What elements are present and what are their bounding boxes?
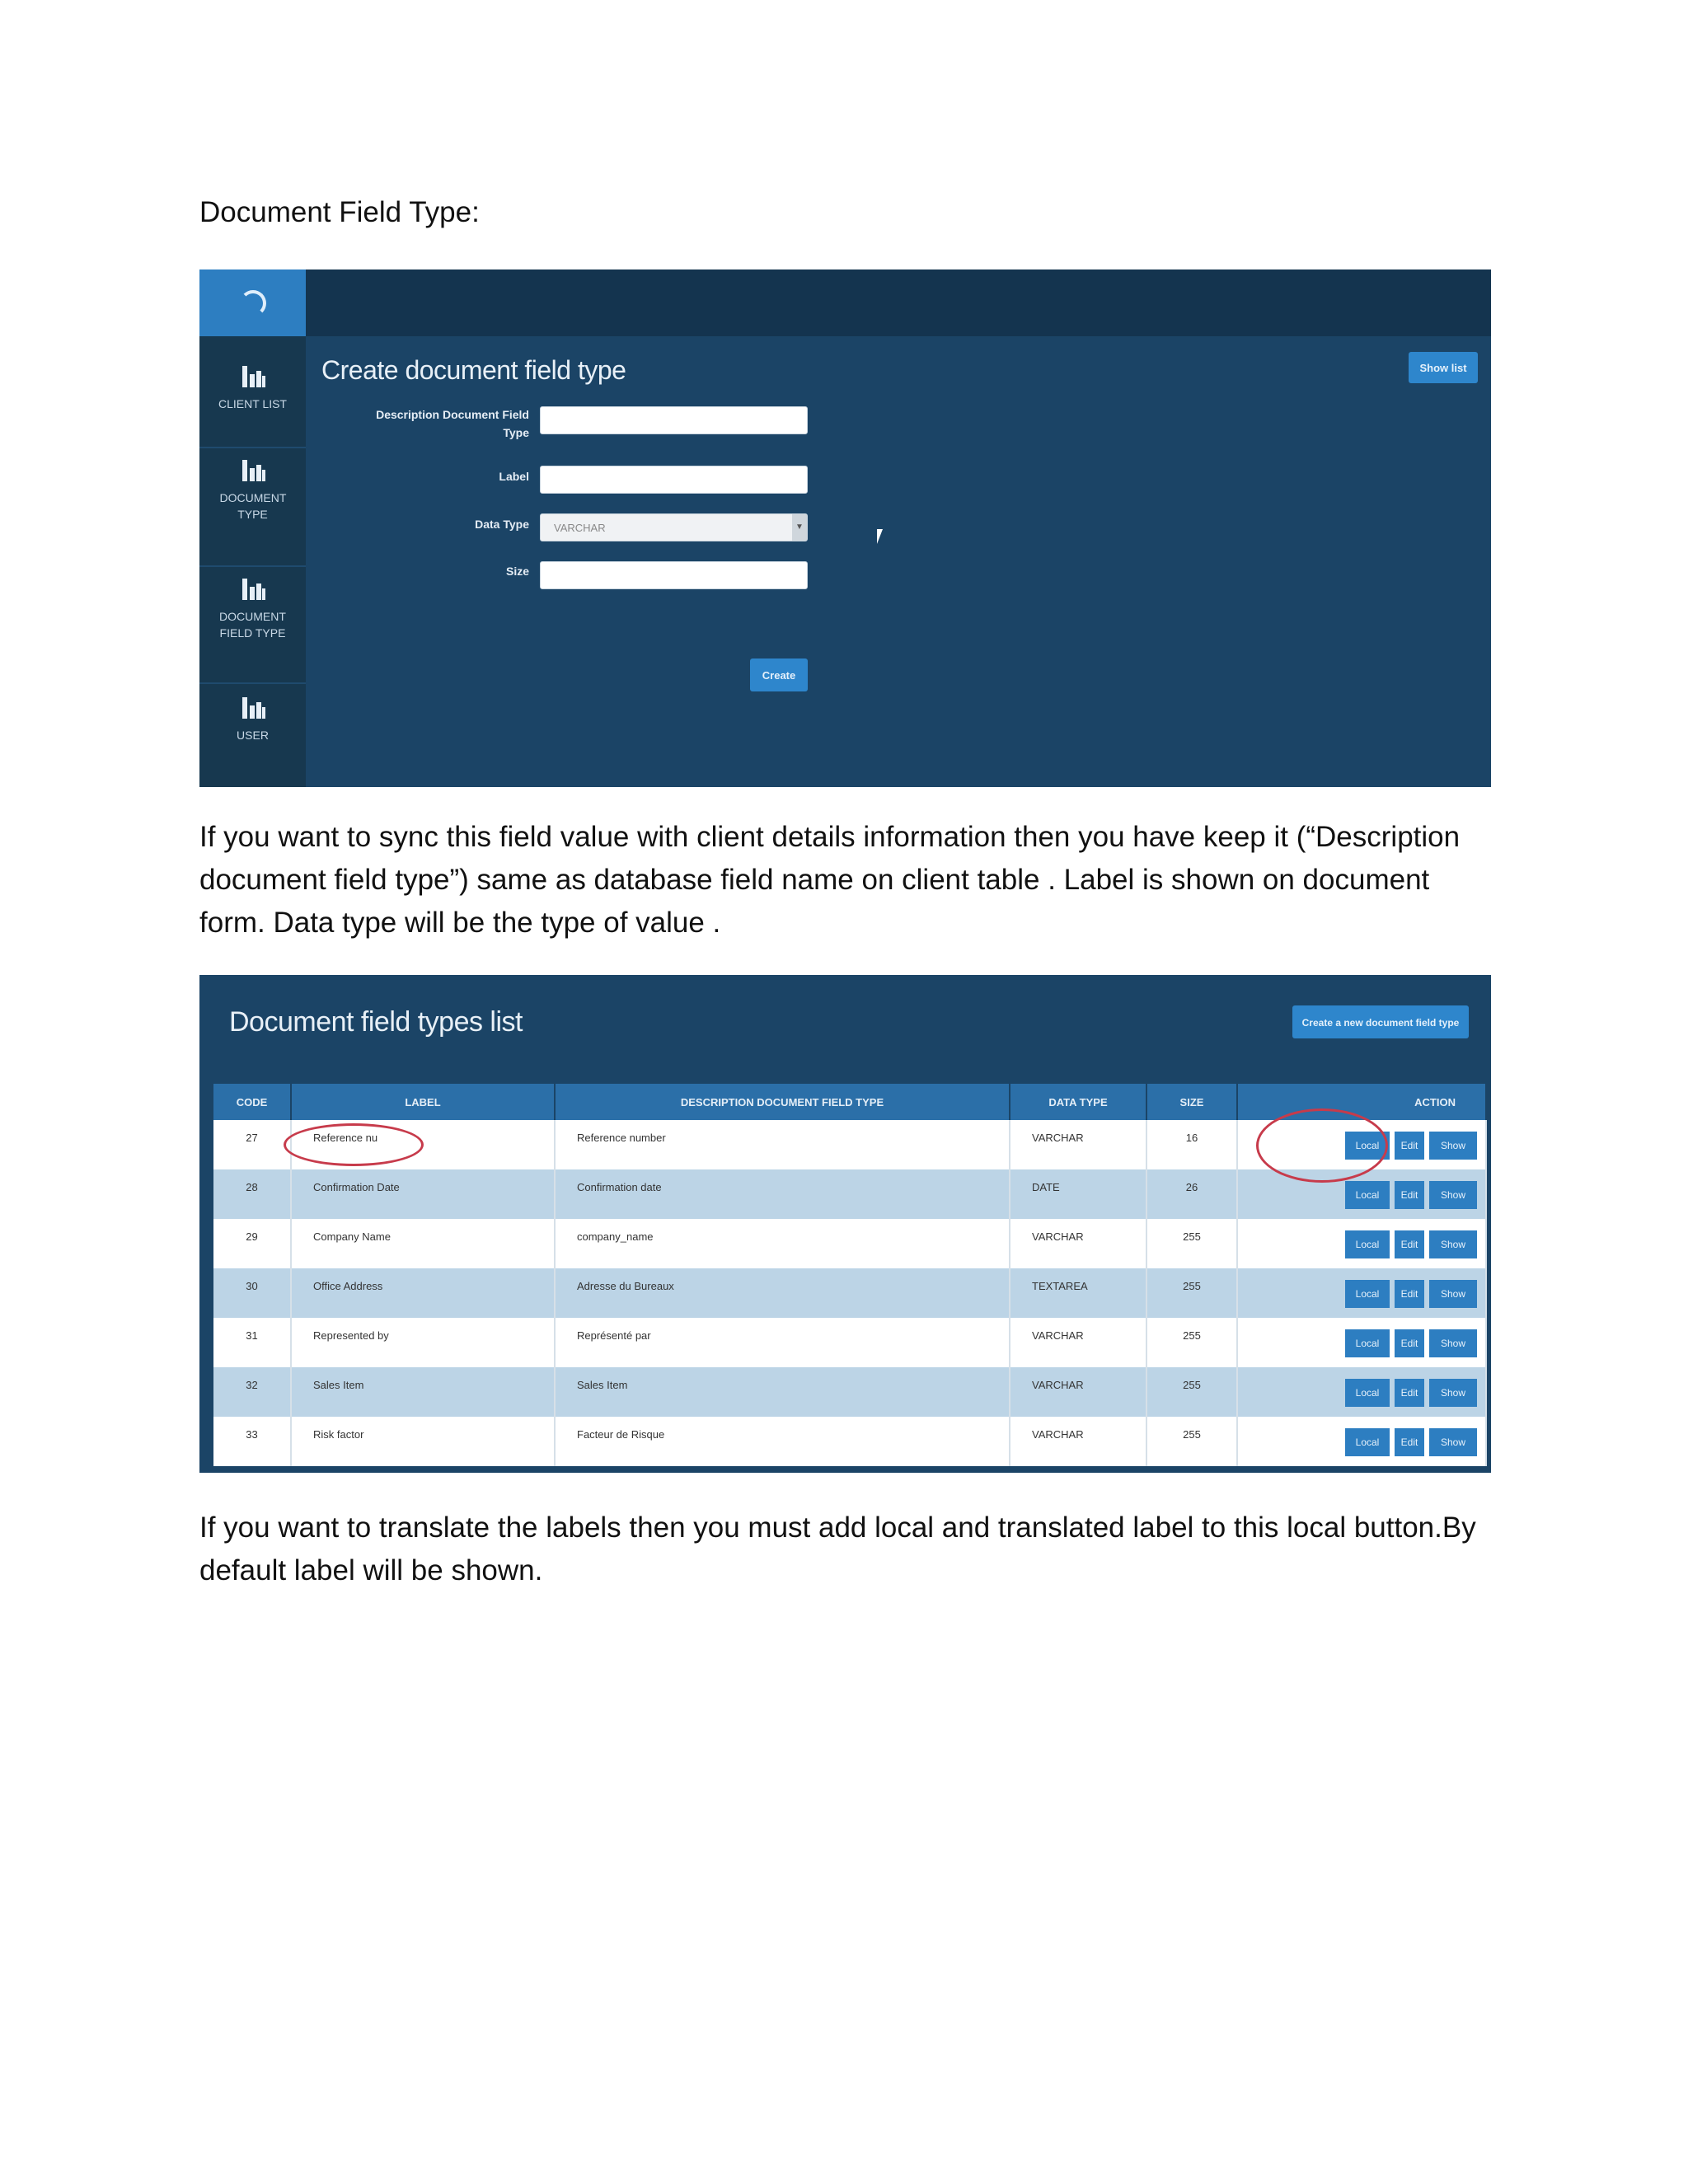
top-bar <box>199 269 1491 336</box>
size-input[interactable] <box>540 561 808 589</box>
size-field-label: Size <box>505 565 529 578</box>
label-field-label: Label <box>499 470 529 483</box>
highlight-circle-label <box>284 1123 424 1166</box>
show-button[interactable]: Show <box>1429 1132 1477 1160</box>
data-type-select[interactable] <box>540 513 808 541</box>
cell-label: Company Name <box>291 1219 555 1268</box>
show-button[interactable]: Show <box>1429 1280 1477 1308</box>
column-header-data-type[interactable]: DATA TYPE <box>1010 1084 1146 1120</box>
cell-label: Confirmation Date <box>291 1169 555 1219</box>
local-button[interactable]: Local <box>1345 1428 1390 1456</box>
sidebar-item-document-field-type[interactable] <box>199 579 306 641</box>
sidebar <box>199 336 306 787</box>
cell-size: 255 <box>1146 1318 1237 1367</box>
cell-data-type: VARCHAR <box>1010 1367 1146 1417</box>
cell-data-type: DATE <box>1010 1169 1146 1219</box>
show-button[interactable]: Show <box>1429 1329 1477 1357</box>
cell-code: 32 <box>213 1367 291 1417</box>
sidebar-item-client-list[interactable] <box>199 366 306 412</box>
create-new-field-type-button[interactable]: Create a new document field type <box>1292 1005 1469 1038</box>
sidebar-item-label: DOCUMENT FIELD TYPE <box>219 610 286 640</box>
cell-label: Sales Item <box>291 1367 555 1417</box>
edit-button[interactable]: Edit <box>1395 1329 1424 1357</box>
table-row <box>213 1417 1486 1466</box>
local-button[interactable]: Local <box>1345 1280 1390 1308</box>
cell-size: 16 <box>1146 1120 1237 1169</box>
translation-paragraph: If you want to translate the labels then you must add local and translated label to this local button.By default label will be shown. <box>199 1511 1476 1586</box>
cell-action <box>1237 1367 1486 1417</box>
show-button[interactable]: Show <box>1429 1230 1477 1258</box>
cell-label: Reference nu <box>291 1120 555 1169</box>
table-row <box>213 1318 1486 1367</box>
show-button[interactable]: Show <box>1429 1181 1477 1209</box>
column-header-action: ACTION <box>1237 1084 1486 1120</box>
show-button[interactable]: Show <box>1429 1379 1477 1407</box>
sidebar-item-label: USER <box>237 729 269 742</box>
table-row <box>213 1367 1486 1417</box>
cell-action <box>1237 1318 1486 1367</box>
chevron-down-icon[interactable]: ▼ <box>792 514 807 541</box>
cell-code: 30 <box>213 1268 291 1318</box>
data-type-field-label: Data Type <box>475 518 529 531</box>
sidebar-divider <box>199 565 306 567</box>
edit-button[interactable]: Edit <box>1395 1181 1424 1209</box>
cell-description: Adresse du Bureaux <box>555 1268 1010 1318</box>
table-row <box>213 1268 1486 1318</box>
table-row <box>213 1219 1486 1268</box>
mouse-cursor-icon <box>877 529 889 544</box>
bar-chart-icon <box>241 697 265 719</box>
edit-button[interactable]: Edit <box>1395 1132 1424 1160</box>
cell-action <box>1237 1417 1486 1466</box>
edit-button[interactable]: Edit <box>1395 1280 1424 1308</box>
sidebar-item-document-type[interactable] <box>199 460 306 523</box>
cell-action <box>1237 1169 1486 1219</box>
sidebar-item-label: DOCUMENT TYPE <box>219 491 287 521</box>
edit-button[interactable]: Edit <box>1395 1428 1424 1456</box>
sidebar-divider <box>199 682 306 684</box>
cell-label: Represented by <box>291 1318 555 1367</box>
local-button[interactable]: Local <box>1345 1379 1390 1407</box>
column-header-label[interactable]: LABEL <box>291 1084 555 1120</box>
cell-size: 255 <box>1146 1268 1237 1318</box>
sidebar-divider <box>199 447 306 448</box>
cell-code: 27 <box>213 1120 291 1169</box>
cell-description: Sales Item <box>555 1367 1010 1417</box>
cell-data-type: VARCHAR <box>1010 1219 1146 1268</box>
brand-logo[interactable] <box>199 269 306 336</box>
cell-description: Confirmation date <box>555 1169 1010 1219</box>
bar-chart-icon <box>241 460 265 481</box>
field-types-list-screenshot <box>199 975 1491 1473</box>
cell-action <box>1237 1219 1486 1268</box>
create-button[interactable]: Create <box>750 658 808 691</box>
show-button[interactable]: Show <box>1429 1428 1477 1456</box>
create-field-type-screenshot <box>199 269 1491 787</box>
column-header-code[interactable]: CODE <box>213 1084 291 1120</box>
cell-code: 29 <box>213 1219 291 1268</box>
edit-button[interactable]: Edit <box>1395 1230 1424 1258</box>
cell-size: 255 <box>1146 1219 1237 1268</box>
description-field-label: Description Document Field Type <box>376 408 529 439</box>
cell-data-type: VARCHAR <box>1010 1417 1146 1466</box>
local-button[interactable]: Local <box>1345 1230 1390 1258</box>
cell-data-type: VARCHAR <box>1010 1120 1146 1169</box>
local-button[interactable]: Local <box>1345 1132 1390 1160</box>
list-title: Document field types list <box>229 1006 523 1038</box>
cell-description: company_name <box>555 1219 1010 1268</box>
cell-size: 255 <box>1146 1417 1237 1466</box>
cell-data-type: TEXTAREA <box>1010 1268 1146 1318</box>
cell-code: 28 <box>213 1169 291 1219</box>
cell-description: Reference number <box>555 1120 1010 1169</box>
sidebar-item-label: CLIENT LIST <box>218 397 287 410</box>
local-button[interactable]: Local <box>1345 1329 1390 1357</box>
cell-data-type: VARCHAR <box>1010 1318 1146 1367</box>
bar-chart-icon <box>241 366 265 387</box>
column-header-description[interactable]: DESCRIPTION DOCUMENT FIELD TYPE <box>555 1084 1010 1120</box>
spinner-icon <box>240 290 266 316</box>
label-input[interactable] <box>540 466 808 494</box>
cell-label: Risk factor <box>291 1417 555 1466</box>
show-list-button[interactable]: Show list <box>1409 352 1478 383</box>
highlight-circle-local-button <box>1256 1108 1388 1183</box>
description-input[interactable] <box>540 406 808 434</box>
sidebar-item-user[interactable] <box>199 697 306 743</box>
cell-description: Facteur de Risque <box>555 1417 1010 1466</box>
section-heading: Document Field Type: <box>199 196 480 228</box>
data-type-selected-value: VARCHAR <box>554 522 606 534</box>
column-header-size[interactable]: SIZE <box>1146 1084 1237 1120</box>
cell-description: Représenté par <box>555 1318 1010 1367</box>
cell-code: 33 <box>213 1417 291 1466</box>
bar-chart-icon <box>241 579 265 600</box>
local-button[interactable]: Local <box>1345 1181 1390 1209</box>
cell-size: 26 <box>1146 1169 1237 1219</box>
cell-label: Office Address <box>291 1268 555 1318</box>
explanation-paragraph: If you want to sync this field value with client details information then you have keep it (“Description document field type”) same as database field name on client table . Label is shown on document form. Data type will be the type of value . <box>199 821 1461 939</box>
cell-size: 255 <box>1146 1367 1237 1417</box>
form-title: Create document field type <box>321 355 626 385</box>
cell-code: 31 <box>213 1318 291 1367</box>
edit-button[interactable]: Edit <box>1395 1379 1424 1407</box>
cell-action <box>1237 1268 1486 1318</box>
